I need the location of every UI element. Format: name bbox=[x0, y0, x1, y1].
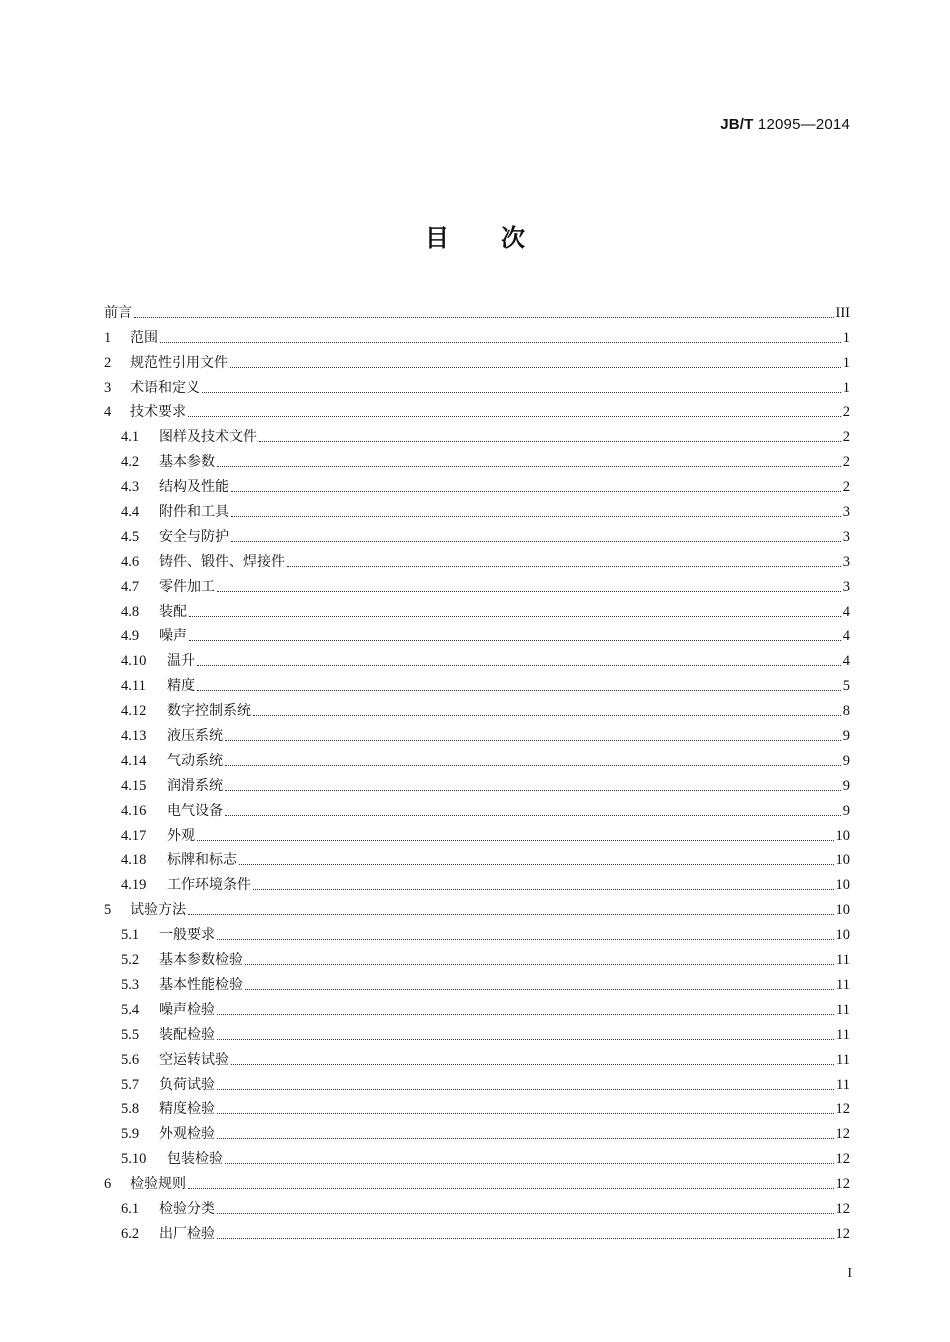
toc-entry-page: 12 bbox=[835, 1101, 850, 1118]
dot-leader bbox=[231, 516, 841, 517]
toc-entry[interactable] bbox=[104, 720, 850, 745]
toc-entry[interactable] bbox=[104, 372, 850, 397]
toc-entry[interactable] bbox=[104, 322, 850, 347]
toc-entry[interactable] bbox=[104, 845, 850, 870]
toc-entry-number: 4.4 bbox=[121, 504, 140, 521]
toc-entry[interactable] bbox=[104, 1218, 850, 1243]
toc-entry[interactable] bbox=[104, 521, 850, 546]
toc-entry-label bbox=[104, 578, 215, 596]
dot-leader bbox=[225, 815, 841, 816]
toc-entry-number: 5.8 bbox=[121, 1101, 140, 1118]
toc-entry-title: 附件和工具 bbox=[159, 504, 229, 521]
toc-entry-page: 10 bbox=[835, 902, 850, 919]
dot-leader bbox=[253, 889, 834, 890]
toc-entry-label bbox=[104, 329, 158, 347]
toc-entry-number: 5.10 bbox=[121, 1151, 147, 1168]
toc-entry-title: 规范性引用文件 bbox=[130, 354, 228, 371]
toc-entry[interactable] bbox=[104, 745, 850, 770]
toc-entry-label bbox=[104, 478, 229, 496]
toc-entry[interactable] bbox=[104, 894, 850, 919]
toc-entry[interactable] bbox=[104, 770, 850, 795]
toc-entry-number: 1 bbox=[104, 329, 112, 346]
toc-entry-number: 4.9 bbox=[121, 628, 140, 645]
toc-entry-label bbox=[104, 1100, 215, 1118]
toc-entry-number: 5.1 bbox=[121, 927, 140, 944]
toc-entry-page: 1 bbox=[842, 379, 850, 396]
dot-leader bbox=[188, 416, 841, 417]
standard-number: 12095—2014 bbox=[757, 116, 850, 133]
toc-entry-page: 10 bbox=[835, 827, 850, 844]
toc-entry-title: 噪声检验 bbox=[159, 1001, 215, 1018]
toc-entry-number: 4.12 bbox=[121, 703, 147, 720]
toc-entry-label bbox=[104, 752, 223, 770]
toc-entry-title: 工作环境条件 bbox=[167, 877, 251, 894]
toc-entry-title: 试验方法 bbox=[130, 902, 186, 919]
toc-entry-label bbox=[104, 951, 243, 969]
toc-entry-label bbox=[104, 851, 237, 869]
toc-entry-label bbox=[104, 652, 195, 670]
toc-entry-title: 图样及技术文件 bbox=[159, 429, 257, 446]
toc-entry[interactable] bbox=[104, 446, 850, 471]
toc-entry-number: 4.5 bbox=[121, 528, 140, 545]
toc-entry[interactable] bbox=[104, 820, 850, 845]
toc-entry-label bbox=[104, 1150, 223, 1168]
toc-entry[interactable] bbox=[104, 571, 850, 596]
toc-entry-number: 4.14 bbox=[121, 752, 147, 769]
toc-entry[interactable] bbox=[104, 645, 850, 670]
dot-leader bbox=[217, 591, 841, 592]
toc-entry-page: 11 bbox=[836, 1051, 850, 1068]
toc-entry-label bbox=[104, 802, 223, 820]
toc-entry-number: 5.7 bbox=[121, 1076, 140, 1093]
toc-entry-title: 一般要求 bbox=[159, 927, 215, 944]
toc-entry-page: 1 bbox=[842, 354, 850, 371]
toc-entry[interactable] bbox=[104, 1168, 850, 1193]
dot-leader bbox=[231, 1064, 834, 1065]
toc-entry-page: 3 bbox=[842, 553, 850, 570]
toc-entry[interactable] bbox=[104, 1094, 850, 1119]
toc-entry-label bbox=[104, 976, 243, 994]
toc-entry[interactable] bbox=[104, 1069, 850, 1094]
toc-entry-label bbox=[104, 354, 228, 372]
dot-leader bbox=[217, 1138, 834, 1139]
toc-entry[interactable] bbox=[104, 695, 850, 720]
toc-entry-page: 3 bbox=[842, 528, 850, 545]
dot-leader bbox=[188, 1188, 834, 1189]
toc-entry-title: 电气设备 bbox=[167, 802, 223, 819]
toc-entry-page: 12 bbox=[835, 1225, 850, 1242]
toc-entry[interactable] bbox=[104, 994, 850, 1019]
toc-entry-number: 4.3 bbox=[121, 479, 140, 496]
toc-entry-page: 10 bbox=[835, 927, 850, 944]
toc-entry-label bbox=[104, 1051, 229, 1069]
toc-entry-number: 4.13 bbox=[121, 728, 147, 745]
dot-leader bbox=[231, 541, 841, 542]
toc-entry-number: 3 bbox=[104, 379, 112, 396]
toc-entry-title: 外观检验 bbox=[159, 1126, 215, 1143]
toc-entry-page: 11 bbox=[836, 976, 850, 993]
toc-entry-number: 4.10 bbox=[121, 653, 147, 670]
toc-entry-page: 2 bbox=[842, 429, 850, 446]
toc-entry-label bbox=[104, 1076, 215, 1094]
toc-entry-title: 噪声 bbox=[159, 628, 187, 645]
toc-entry-page: 2 bbox=[842, 454, 850, 471]
dot-leader bbox=[287, 566, 841, 567]
toc-entry-label bbox=[104, 901, 186, 919]
toc-entry-page: 4 bbox=[842, 628, 850, 645]
toc-entry[interactable] bbox=[104, 1019, 850, 1044]
toc-entry-number: 4.18 bbox=[121, 852, 147, 869]
toc-entry-title: 气动系统 bbox=[167, 752, 223, 769]
toc-entry[interactable] bbox=[104, 297, 850, 322]
toc-entry-title: 润滑系统 bbox=[167, 777, 223, 794]
standard-code bbox=[720, 116, 850, 133]
toc-entry-title: 零件加工 bbox=[159, 578, 215, 595]
standard-prefix: JB/T bbox=[720, 116, 754, 133]
toc-entry-label bbox=[104, 627, 187, 645]
toc-entry-number: 4.11 bbox=[121, 678, 146, 695]
toc-entry-label bbox=[104, 1225, 215, 1243]
dot-leader bbox=[253, 715, 841, 716]
toc-entry-number: 5 bbox=[104, 902, 112, 919]
toc-entry-page: 4 bbox=[842, 653, 850, 670]
dot-leader bbox=[217, 1238, 834, 1239]
toc-entry-page: 1 bbox=[842, 329, 850, 346]
toc-entry-label bbox=[104, 777, 223, 795]
toc-entry[interactable] bbox=[104, 869, 850, 894]
toc-entry-title: 技术要求 bbox=[130, 404, 186, 421]
toc-entry-title: 液压系统 bbox=[167, 728, 223, 745]
toc-entry[interactable] bbox=[104, 347, 850, 372]
toc-entry-label bbox=[104, 379, 200, 397]
toc-entry-label bbox=[104, 1125, 215, 1143]
toc-entry-page: 9 bbox=[842, 802, 850, 819]
toc-entry[interactable] bbox=[104, 1193, 850, 1218]
toc-entry-page: 9 bbox=[842, 728, 850, 745]
toc-entry-title: 基本参数检验 bbox=[159, 952, 243, 969]
toc-entry-title: 基本性能检验 bbox=[159, 976, 243, 993]
toc-entry-page: 9 bbox=[842, 752, 850, 769]
toc-entry-page: 12 bbox=[835, 1151, 850, 1168]
toc-entry-page: 11 bbox=[836, 1076, 850, 1093]
dot-leader bbox=[217, 1014, 834, 1015]
toc-entry-page: 8 bbox=[842, 703, 850, 720]
toc-entry-page: 5 bbox=[842, 678, 850, 695]
toc-entry-number: 4.15 bbox=[121, 777, 147, 794]
toc-entry-number: 6.1 bbox=[121, 1200, 140, 1217]
toc-entry-number: 6 bbox=[104, 1176, 112, 1193]
dot-leader bbox=[225, 765, 841, 766]
dot-leader bbox=[230, 367, 841, 368]
toc-entry-number: 2 bbox=[104, 354, 112, 371]
toc-entry-label bbox=[104, 528, 229, 546]
dot-leader bbox=[197, 840, 834, 841]
toc-entry-title: 负荷试验 bbox=[159, 1076, 215, 1093]
toc-entry-number: 5.3 bbox=[121, 976, 140, 993]
toc-entry-number: 4.6 bbox=[121, 553, 140, 570]
toc-entry-title: 标牌和标志 bbox=[167, 852, 237, 869]
toc-entry-number: 4.19 bbox=[121, 877, 147, 894]
toc-entry-page: 11 bbox=[836, 952, 850, 969]
toc-entry-title: 安全与防护 bbox=[159, 528, 229, 545]
toc-entry-label bbox=[104, 677, 195, 695]
dot-leader bbox=[202, 392, 841, 393]
toc-entry-label bbox=[104, 428, 257, 446]
dot-leader bbox=[217, 466, 841, 467]
toc-entry-label bbox=[104, 503, 229, 521]
page-number: I bbox=[847, 1266, 852, 1281]
toc-entry-number: 4 bbox=[104, 404, 112, 421]
toc-entry-title: 装配检验 bbox=[159, 1026, 215, 1043]
toc-entry-label bbox=[104, 453, 215, 471]
toc-entry-label bbox=[104, 1026, 215, 1044]
toc-entry-title: 精度检验 bbox=[159, 1101, 215, 1118]
toc-entry-number: 4.16 bbox=[121, 802, 147, 819]
page-title: 目次 bbox=[425, 224, 577, 252]
toc-entry-page: 12 bbox=[835, 1200, 850, 1217]
dot-leader bbox=[259, 441, 841, 442]
toc-entry-page: 9 bbox=[842, 777, 850, 794]
dot-leader bbox=[217, 1213, 834, 1214]
toc-entry-label bbox=[104, 727, 223, 745]
dot-leader bbox=[231, 491, 841, 492]
toc-entry[interactable] bbox=[104, 919, 850, 944]
toc-entry-page: 10 bbox=[835, 877, 850, 894]
toc-entry-title: 基本参数 bbox=[159, 454, 215, 471]
toc-entry[interactable] bbox=[104, 546, 850, 571]
toc-entry-title: 装配 bbox=[159, 603, 187, 620]
table-of-contents bbox=[104, 297, 850, 1243]
dot-leader bbox=[217, 1089, 834, 1090]
toc-entry[interactable] bbox=[104, 621, 850, 646]
toc-entry[interactable] bbox=[104, 421, 850, 446]
dot-leader bbox=[134, 317, 834, 318]
toc-entry-title: 范围 bbox=[130, 329, 158, 346]
toc-entry-page: 11 bbox=[836, 1026, 850, 1043]
toc-entry-number: 5.4 bbox=[121, 1001, 140, 1018]
toc-entry-number: 5.6 bbox=[121, 1051, 140, 1068]
toc-entry[interactable] bbox=[104, 1044, 850, 1069]
toc-entry-number: 4.17 bbox=[121, 827, 147, 844]
dot-leader bbox=[189, 640, 841, 641]
toc-entry-page: 2 bbox=[842, 479, 850, 496]
toc-entry-label bbox=[104, 926, 215, 944]
toc-entry-title: 空运转试验 bbox=[159, 1051, 229, 1068]
toc-entry[interactable] bbox=[104, 397, 850, 422]
toc-entry-label bbox=[104, 603, 187, 621]
toc-entry-number: 4.1 bbox=[121, 429, 140, 446]
toc-entry-number: 4.8 bbox=[121, 603, 140, 620]
toc-entry-page: 3 bbox=[842, 504, 850, 521]
dot-leader bbox=[239, 864, 834, 865]
toc-entry-label bbox=[104, 702, 251, 720]
toc-entry-title: 精度 bbox=[167, 678, 195, 695]
toc-entry-page: 4 bbox=[842, 603, 850, 620]
toc-entry[interactable] bbox=[104, 670, 850, 695]
toc-entry[interactable] bbox=[104, 969, 850, 994]
dot-leader bbox=[188, 914, 834, 915]
toc-entry-number: 4.2 bbox=[121, 454, 140, 471]
toc-entry-number: 4.7 bbox=[121, 578, 140, 595]
dot-leader bbox=[245, 989, 834, 990]
dot-leader bbox=[189, 616, 841, 617]
toc-entry-label bbox=[104, 1175, 186, 1193]
dot-leader bbox=[245, 964, 834, 965]
dot-leader bbox=[217, 1113, 834, 1114]
toc-entry[interactable] bbox=[104, 1143, 850, 1168]
toc-entry-page: 11 bbox=[836, 1001, 850, 1018]
toc-entry-title: 外观 bbox=[167, 827, 195, 844]
toc-entry-title: 出厂检验 bbox=[159, 1225, 215, 1242]
toc-entry[interactable] bbox=[104, 944, 850, 969]
dot-leader bbox=[217, 1039, 834, 1040]
toc-entry-label bbox=[104, 304, 132, 322]
toc-entry-page: 2 bbox=[842, 404, 850, 421]
toc-entry-label bbox=[104, 553, 285, 571]
toc-entry-number: 5.9 bbox=[121, 1126, 140, 1143]
toc-entry-title: 包装检验 bbox=[167, 1151, 223, 1168]
toc-entry-title: 检验分类 bbox=[159, 1200, 215, 1217]
toc-entry-title: 铸件、锻件、焊接件 bbox=[159, 553, 285, 570]
toc-entry-page: 3 bbox=[842, 578, 850, 595]
toc-entry-title: 温升 bbox=[167, 653, 195, 670]
toc-entry[interactable] bbox=[104, 471, 850, 496]
dot-leader bbox=[225, 1163, 834, 1164]
toc-entry-title: 检验规则 bbox=[130, 1176, 186, 1193]
toc-entry-page: III bbox=[835, 304, 850, 321]
toc-entry-label bbox=[104, 1200, 215, 1218]
toc-entry[interactable] bbox=[104, 795, 850, 820]
toc-entry-page: 12 bbox=[835, 1126, 850, 1143]
toc-entry-number: 6.2 bbox=[121, 1225, 140, 1242]
toc-entry-label bbox=[104, 1001, 215, 1019]
toc-entry-title: 前言 bbox=[104, 304, 132, 321]
toc-entry[interactable] bbox=[104, 496, 850, 521]
toc-entry-label bbox=[104, 827, 195, 845]
dot-leader bbox=[217, 939, 834, 940]
toc-entry-title: 数字控制系统 bbox=[167, 703, 251, 720]
toc-entry-number: 5.2 bbox=[121, 952, 140, 969]
dot-leader bbox=[225, 790, 841, 791]
toc-entry-label bbox=[104, 876, 251, 894]
dot-leader bbox=[225, 740, 841, 741]
toc-entry-title: 结构及性能 bbox=[159, 479, 229, 496]
dot-leader bbox=[160, 342, 841, 343]
dot-leader bbox=[197, 665, 841, 666]
dot-leader bbox=[197, 690, 841, 691]
toc-entry-title: 术语和定义 bbox=[130, 379, 200, 396]
toc-entry-page: 10 bbox=[835, 852, 850, 869]
toc-entry-number: 5.5 bbox=[121, 1026, 140, 1043]
toc-entry-label bbox=[104, 403, 186, 421]
toc-entry[interactable] bbox=[104, 596, 850, 621]
toc-entry-page: 12 bbox=[835, 1176, 850, 1193]
toc-entry[interactable] bbox=[104, 1118, 850, 1143]
